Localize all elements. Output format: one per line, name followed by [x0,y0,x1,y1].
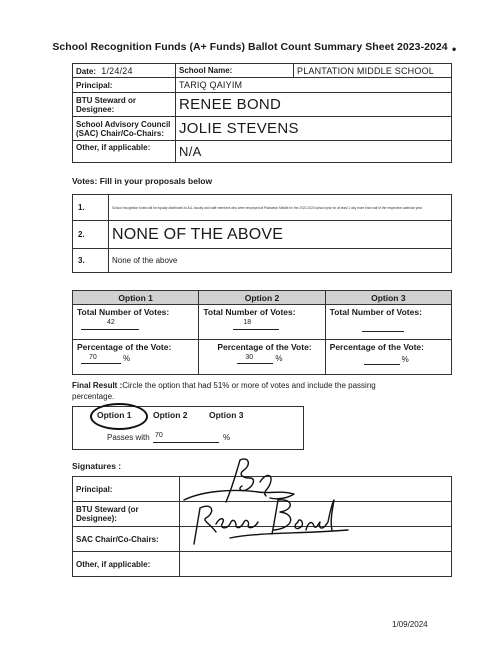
steward-value-cell [176,93,452,117]
sac-label-line2: (SAC) Chair/Co-Chairs: [76,128,165,138]
other-signature-label: Other, if applicable: [73,552,180,577]
option-2-votes-value: 18 [243,319,252,326]
sac-value-cell [176,117,452,141]
principal-value-cell [176,78,452,93]
final-option-1: Option 1 [97,410,132,420]
option-2-pct-label: Percentage of the Vote: [217,342,312,352]
school-label-cell [176,64,294,78]
stray-mark: • [452,42,457,56]
option-1-pct-line [81,363,121,364]
proposal-2-cell [109,221,452,249]
school-info-table [72,63,452,163]
option-1-pct-label: Percentage of the Vote: [77,342,172,352]
principal-label: Principal: [73,78,176,93]
steward-label-line2: Designee: [76,104,115,114]
option-2-pct-cell [199,340,325,375]
option-3-pct-sign: % [401,355,409,364]
final-result-instructions [72,380,392,402]
sac-label [73,117,176,141]
option-2-pct-sign: % [275,354,283,363]
date-cell [73,64,176,78]
final-option-3: Option 3 [209,410,244,420]
footer-date: 1/09/2024 [392,620,428,629]
school-name-label: School Name: [179,66,233,75]
option-1-votes-line [81,329,139,330]
option-2-pct-line [237,363,273,364]
date-label: Date: [76,66,97,76]
steward-signature-enee [216,519,258,528]
option-2-pct-value: 30 [245,354,254,361]
steward-label-line1: BTU Steward or [76,95,137,105]
option-3-votes-line [362,331,404,332]
vote-count-table [72,290,452,375]
passes-with-line [153,442,219,443]
option-1-header: Option 1 [73,291,199,305]
proposals-table [72,194,452,273]
steward-label [73,93,176,117]
option-1-pct-cell [73,340,199,375]
other-value-cell [176,141,452,163]
option-1-votes-value: 42 [107,319,115,326]
option-1-circled-mark [90,403,148,430]
option-1-pct-sign: % [123,354,131,363]
option-1-votes-cell [73,305,199,340]
steward-signature-label: BTU Steward (or Designee): [73,502,180,527]
principal-signature-flourish [184,490,294,500]
option-3-pct-cell [325,340,451,375]
proposal-1-text: School recognition funds will be equally distributed to ALL faculty and staff members who were employed at Plantation Middle for the 2022-2023 school year for at least 1 day more than half of the respective calendar year. [112,205,423,210]
option-3-votes-cell [325,305,451,340]
option-3-votes-label: Total Number of Votes: [329,307,422,317]
signatures-heading: Signatures : [72,461,122,471]
other-value: N/A [179,144,202,159]
votes-heading: Votes: Fill in your proposals below [72,176,213,186]
option-2-votes-label: Total Number of Votes: [203,307,296,317]
steward-value: RENEE BOND [179,96,282,113]
final-result-label: Final Result : [72,381,123,390]
steward-signature-underline [230,530,348,538]
passes-with-label: Passes with [107,433,150,442]
proposal-2-text: NONE OF THE ABOVE [112,225,284,243]
sac-signature-label: SAC Chair/Co-Chairs: [73,527,180,552]
final-option-2: Option 2 [153,410,188,420]
document-title: School Recognition Funds (A+ Funds) Ballot Count Summary Sheet 2023-2024 [52,41,448,53]
principal-signature-stroke [226,459,253,502]
sac-label-line1: School Advisory Council [76,119,171,129]
date-value: 1/24/24 [101,65,133,76]
option-2-header: Option 2 [199,291,325,305]
principal-value: TARIQ QAIYIM [179,80,243,90]
steward-signature-r [194,506,216,544]
option-2-votes-line [233,329,279,330]
proposal-3-number: 3. [73,249,109,273]
option-3-header: Option 3 [325,291,451,305]
proposal-3-cell [109,249,452,273]
proposal-2-number: 2. [73,221,109,249]
steward-signature-ond [295,500,334,530]
option-2-votes-cell [199,305,325,340]
option-3-pct-line [364,364,400,365]
other-label: Other, if applicable: [73,141,176,163]
passes-with-value: 70 [155,432,163,439]
passes-with-sign: % [223,433,231,442]
option-1-votes-label: Total Number of Votes: [77,307,170,317]
steward-signature-b [272,500,291,534]
proposal-1-number: 1. [73,195,109,221]
proposal-3-text: None of the above [112,256,178,265]
school-value-cell [294,64,452,78]
option-1-pct-value: 70 [89,354,97,361]
other-signature-cell [180,552,452,577]
option-3-pct-label: Percentage of the Vote: [329,342,424,352]
school-name-value: PLANTATION MIDDLE SCHOOL [297,65,434,76]
proposal-1-cell [109,195,452,221]
sac-value: JOLIE STEVENS [179,120,299,137]
handwritten-signatures [170,452,360,552]
principal-signature-label: Principal: [73,477,180,502]
final-result-text: Circle the option that had 51% or more of votes and include the passing percentage. [72,381,376,401]
